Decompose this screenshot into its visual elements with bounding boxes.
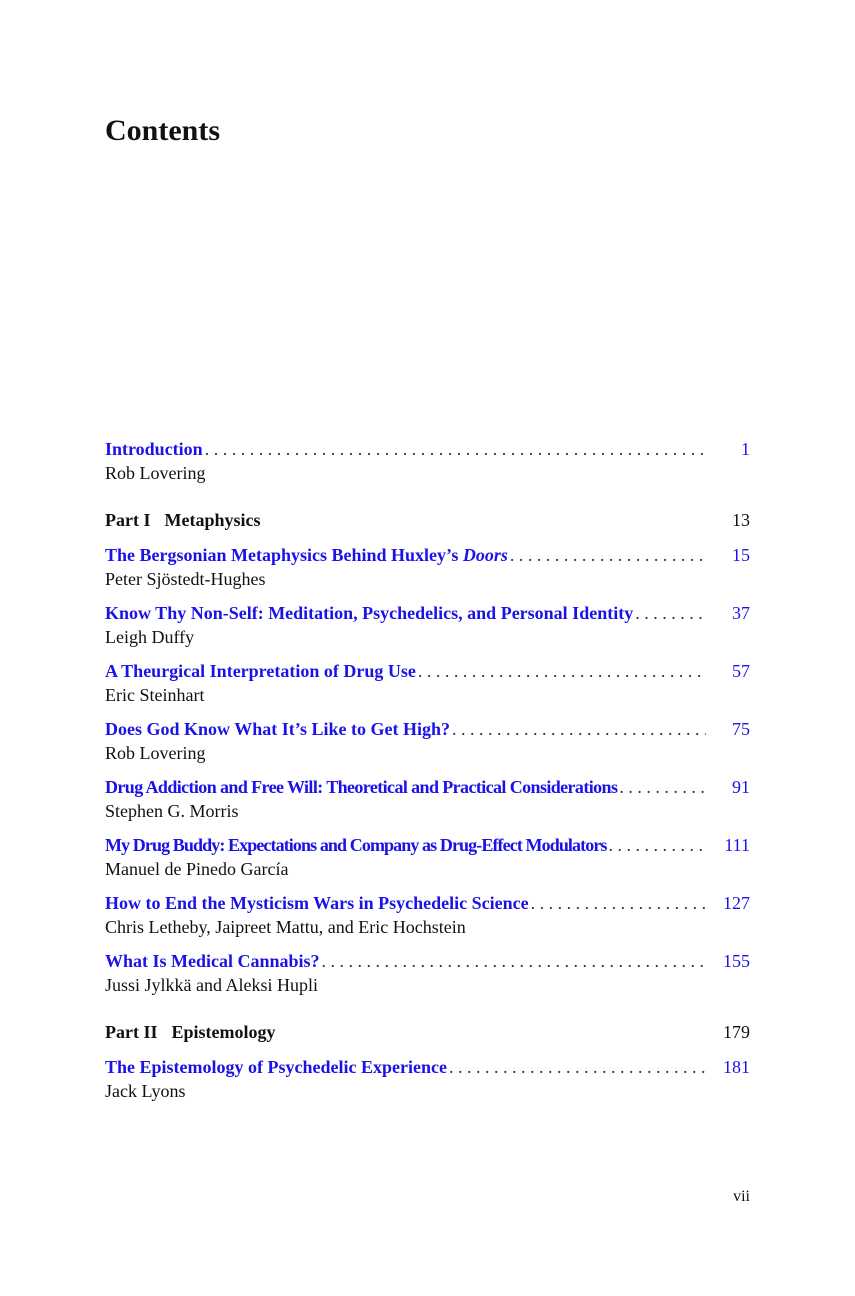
toc-link[interactable]: What Is Medical Cannabis?	[105, 951, 320, 971]
toc-author: Peter Sjöstedt-Hughes	[105, 568, 266, 589]
toc-page-number[interactable]: 57	[732, 661, 750, 681]
toc-page-number[interactable]: 155	[723, 951, 750, 971]
toc-page-number[interactable]: 91	[732, 777, 750, 797]
leader-dots	[633, 602, 706, 626]
leader-dots	[529, 892, 706, 916]
toc-page-number[interactable]: 111	[724, 835, 750, 855]
toc-entry	[105, 834, 750, 881]
toc-link[interactable]	[105, 544, 508, 568]
toc-entry	[105, 544, 750, 591]
toc-link[interactable]: How to End the Mysticism Wars in Psychedelic Science	[105, 893, 529, 913]
part-heading-1	[105, 509, 750, 531]
toc-author: Eric Steinhart	[105, 684, 205, 705]
page-title: Contents	[105, 114, 221, 147]
toc-author: Jack Lyons	[105, 1080, 186, 1101]
toc-entry	[105, 892, 750, 939]
toc-entry	[105, 660, 750, 707]
part-page-number: 179	[723, 1022, 750, 1042]
part-name: Metaphysics	[164, 510, 261, 530]
part-label: Part II	[105, 1022, 158, 1042]
toc-link[interactable]: Does God Know What It’s Like to Get High?	[105, 719, 451, 739]
toc-entry	[105, 776, 750, 823]
toc-page-number[interactable]: 1	[741, 439, 750, 459]
toc-author: Rob Lovering	[105, 462, 206, 483]
leader-dots	[416, 660, 706, 684]
leader-dots	[203, 438, 706, 462]
toc-author: Jussi Jylkkä and Aleksi Hupli	[105, 974, 319, 995]
leader-dots	[508, 544, 706, 568]
toc-entry-introduction	[105, 438, 750, 485]
toc-entry	[105, 718, 750, 765]
leader-dots	[450, 718, 706, 742]
part-name: Epistemology	[171, 1022, 276, 1042]
toc-page-number[interactable]: 181	[723, 1057, 750, 1077]
toc-entry	[105, 950, 750, 997]
toc-author: Rob Lovering	[105, 742, 206, 763]
table-of-contents	[105, 438, 750, 1103]
part-heading-2	[105, 1021, 750, 1043]
leader-dots	[617, 776, 706, 800]
toc-entry	[105, 1056, 750, 1103]
part-label: Part I	[105, 510, 151, 530]
toc-title-italic: Doors	[462, 545, 508, 565]
leader-dots	[607, 834, 706, 858]
toc-link[interactable]: Introduction	[105, 439, 203, 459]
leader-dots	[320, 950, 706, 974]
toc-page-number[interactable]: 75	[732, 719, 750, 739]
toc-author: Chris Letheby, Jaipreet Mattu, and Eric Hochstein	[105, 916, 466, 937]
toc-link[interactable]: Drug Addiction and Free Will: Theoretical and Practical Considerations	[105, 777, 618, 797]
toc-author: Leigh Duffy	[105, 626, 195, 647]
toc-title-text: The Bergsonian Metaphysics Behind Huxley’s	[105, 545, 463, 565]
part-page-number: 13	[732, 510, 750, 530]
toc-link[interactable]: A Theurgical Interpretation of Drug Use	[105, 661, 416, 681]
toc-author: Stephen G. Morris	[105, 800, 239, 821]
toc-author: Manuel de Pinedo García	[105, 858, 289, 879]
toc-page-number[interactable]: 37	[732, 603, 750, 623]
toc-link[interactable]: Know Thy Non-Self: Meditation, Psychedelics, and Personal Identity	[105, 603, 634, 623]
leader-dots	[447, 1056, 706, 1080]
toc-entry	[105, 602, 750, 649]
toc-page-number[interactable]: 15	[732, 545, 750, 565]
page-number: vii	[733, 1188, 750, 1205]
toc-link[interactable]: My Drug Buddy: Expectations and Company as Drug-Effect Modulators	[105, 835, 607, 855]
toc-page-number[interactable]: 127	[723, 893, 750, 913]
toc-link[interactable]: The Epistemology of Psychedelic Experience	[105, 1057, 447, 1077]
